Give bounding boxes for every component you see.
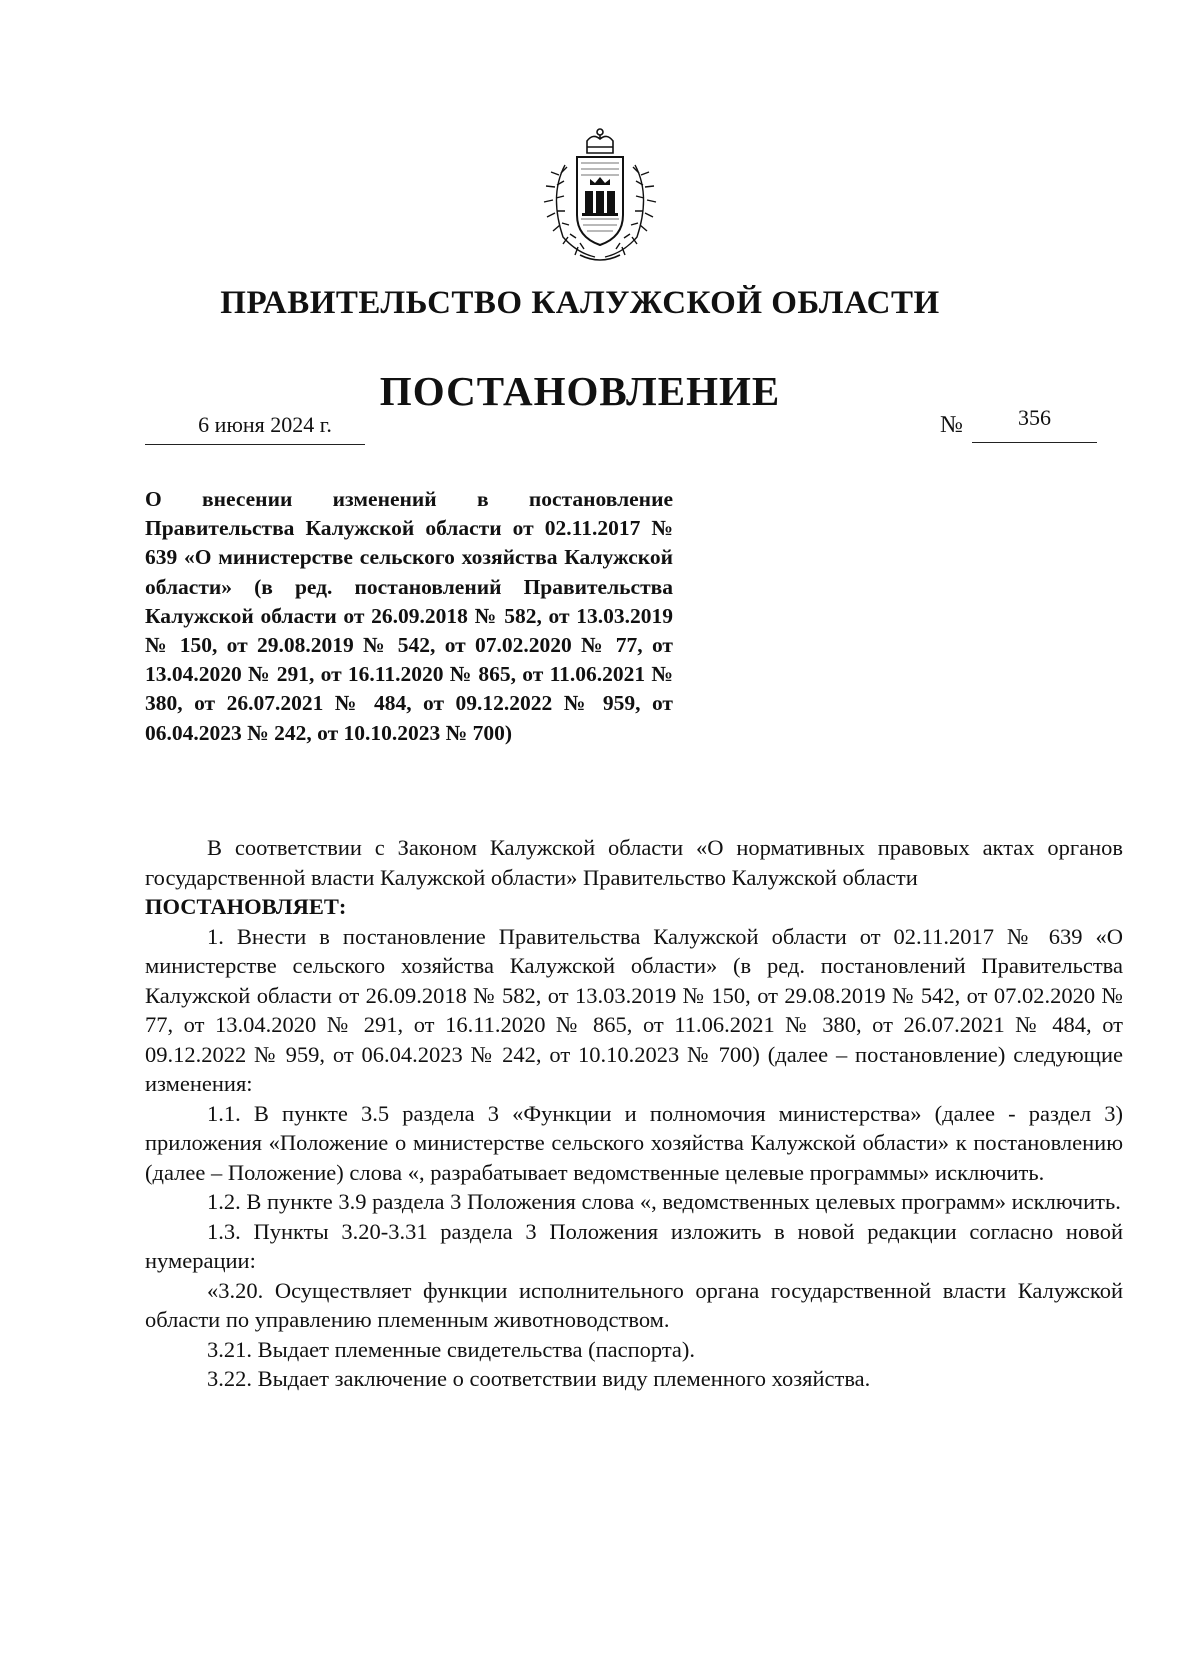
paragraph-3-20: «3.20. Осуществляет функции исполнительного органа государственной власти Калужской области по управлению племенным животноводством. [145,1277,1123,1332]
paragraph-3-21: 3.21. Выдает племенные свидетельства (паспорта). [207,1336,696,1362]
document-type: ПОСТАНОВЛЕНИЕ [379,368,781,414]
paragraph-1: 1. Внести в постановление Правительства Калужской области от 02.11.2017 № 639 «О министерстве сельского хозяйства Калужской области» (в ред. постановлений Правительства Калужской области от 26.09.2018 № 582, от 13.03.2019 № 150, от 29.08.2019 № 542, от 07.02.2020 № 77, от 13.04.2020 № 291, от 16.11.2020 № 865, от 11.06.2021 № 380, от 26.07.2021 № 484, от 09.12.2022 № 959, от 06.04.2023 № 242, от 10.10.2023 № 700) (далее – постановление) следующие изменения: [145,923,1123,1096]
document-body [145,833,1123,1394]
document-date: 6 июня 2024 г. [145,412,365,445]
government-title: ПРАВИТЕЛЬСТВО КАЛУЖСКОЙ ОБЛАСТИ [220,285,940,321]
preamble-text: В соответствии с Законом Калужской области «О нормативных правовых актах органов государственной власти Калужской области» Правительство Калужской области [145,835,1123,890]
paragraph-1-1: 1.1. В пункте 3.5 раздела 3 «Функции и полномочия министерства» (далее - раздел 3) приложения «Положение о министерстве сельского хозяйства Калужской области» к постановлению (далее – Положение) слова «, разрабатывает ведомственные целевые программы» исключить. [145,1100,1123,1185]
number-label: № [940,412,963,438]
paragraph-1-2: 1.2. В пункте 3.9 раздела 3 Положения слова «, ведомственных целевых программ» исключить. [207,1189,1121,1214]
preamble-paragraph [145,833,1123,892]
paragraph-1-3: 1.3. Пункты 3.20-3.31 раздела 3 Положения изложить в новой редакции согласно новой нумерации: [145,1218,1123,1273]
document-number: 356 [972,405,1097,443]
paragraph-3-22: 3.22. Выдает заключение о соответствии виду племенного хозяйства. [207,1366,871,1391]
resolves-heading: ПОСТАНОВЛЯЕТ: [145,894,347,919]
coat-of-arms-icon [535,125,665,265]
document-subject: О внесении изменений в постановление Правительства Калужской области от 02.11.2017 № 639 «О министерстве сельского хозяйства Калужской области» (в ред. постановлений Правительства Калужской области от 26.09.2018 № 582, от 13.03.2019 № 150, от 29.08.2019 № 542, от 07.02.2020 № 77, от 13.04.2020 № 291, от 16.11.2020 № 865, от 11.06.2021 № 380, от 26.07.2021 № 484, от 09.12.2022 № 959, от 06.04.2023 № 242, от 10.10.2023 № 700) [145,487,673,745]
